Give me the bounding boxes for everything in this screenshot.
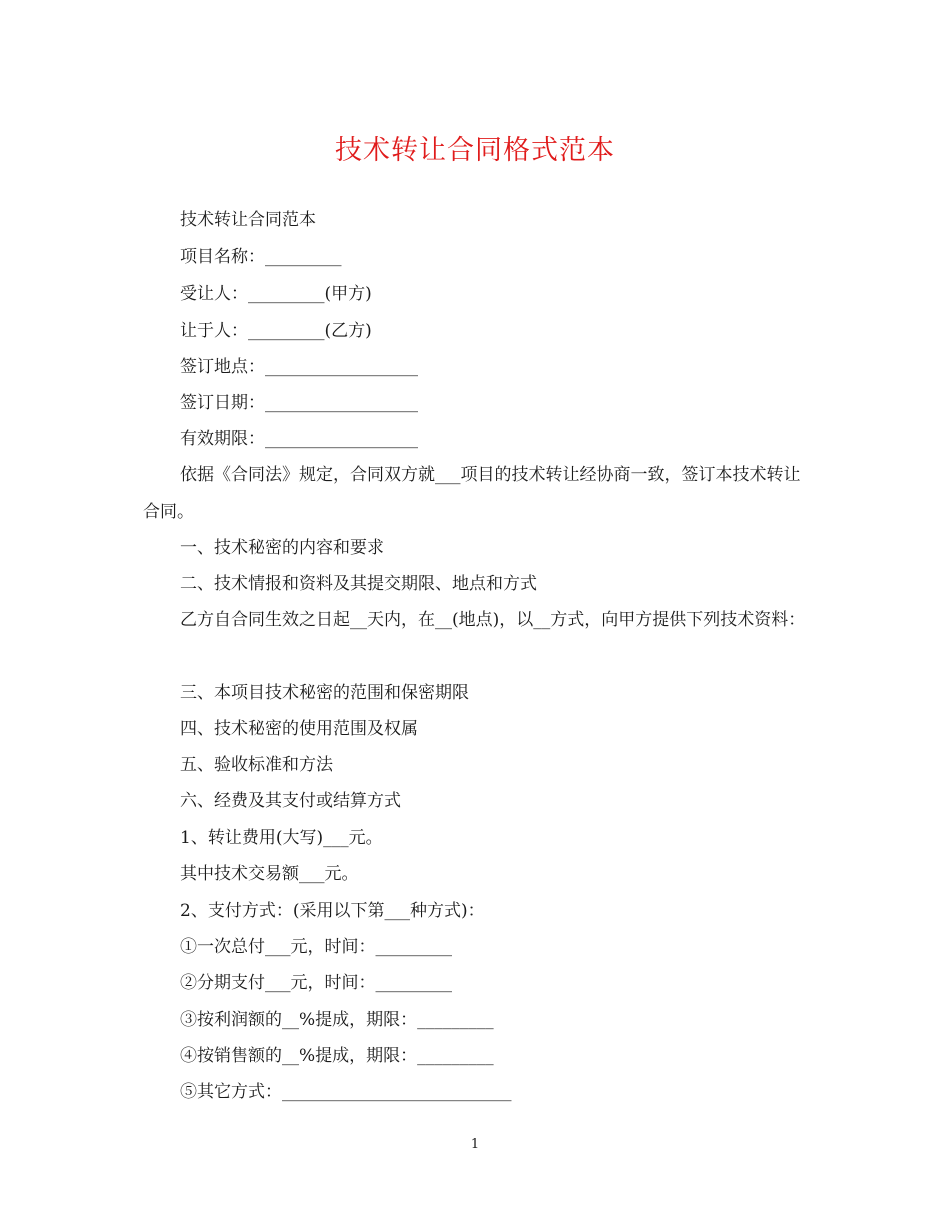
section-6-heading: 六、经费及其支付或结算方式: [180, 791, 401, 811]
section-1-heading: 一、技术秘密的内容和要求: [180, 538, 384, 558]
transaction-amount-line: 其中技术交易额___元。: [180, 864, 359, 884]
payment-option-3: ③按利润额的__%提成，期限：_________: [180, 1010, 494, 1030]
section-2-paragraph: 乙方自合同生效之日起__天内，在__(地点)，以__方式，向甲方提供下列技术资料：: [180, 610, 806, 630]
section-3-heading: 三、本项目技术秘密的范围和保密期限: [180, 683, 469, 703]
payment-option-5: ⑤其它方式：___________________________: [180, 1082, 512, 1102]
project-name-line: 项目名称：_________: [180, 247, 342, 267]
payment-method-line: 2、支付方式：(采用以下第___种方式)：: [180, 901, 485, 921]
transferor-line: 让于人：_________(乙方): [180, 321, 372, 341]
page-number: 1: [470, 1137, 480, 1152]
payment-option-4: ④按销售额的__%提成，期限：_________: [180, 1046, 494, 1066]
section-5-heading: 五、验收标准和方法: [180, 755, 333, 775]
payment-option-2: ②分期支付___元，时间：_________: [180, 973, 452, 993]
section-2-heading: 二、技术情报和资料及其提交期限、地点和方式: [180, 574, 537, 594]
subtitle-line: 技术转让合同范本: [180, 210, 316, 230]
section-4-heading: 四、技术秘密的使用范围及权属: [180, 719, 418, 739]
transferee-line: 受让人：_________(甲方): [180, 284, 372, 304]
fee-line: 1、转让费用(大写)___元。: [180, 828, 383, 848]
validity-period-line: 有效期限：__________________: [180, 429, 418, 449]
document-title: 技术转让合同格式范本: [335, 135, 615, 166]
signing-place-line: 签订地点：__________________: [180, 357, 418, 377]
signing-date-line: 签订日期：__________________: [180, 393, 418, 413]
preamble-paragraph: 依据《合同法》规定，合同双方就___项目的技术转让经协商一致，签订本技术转让合同。: [143, 465, 801, 522]
payment-option-1: ①一次总付___元，时间：_________: [180, 937, 452, 957]
